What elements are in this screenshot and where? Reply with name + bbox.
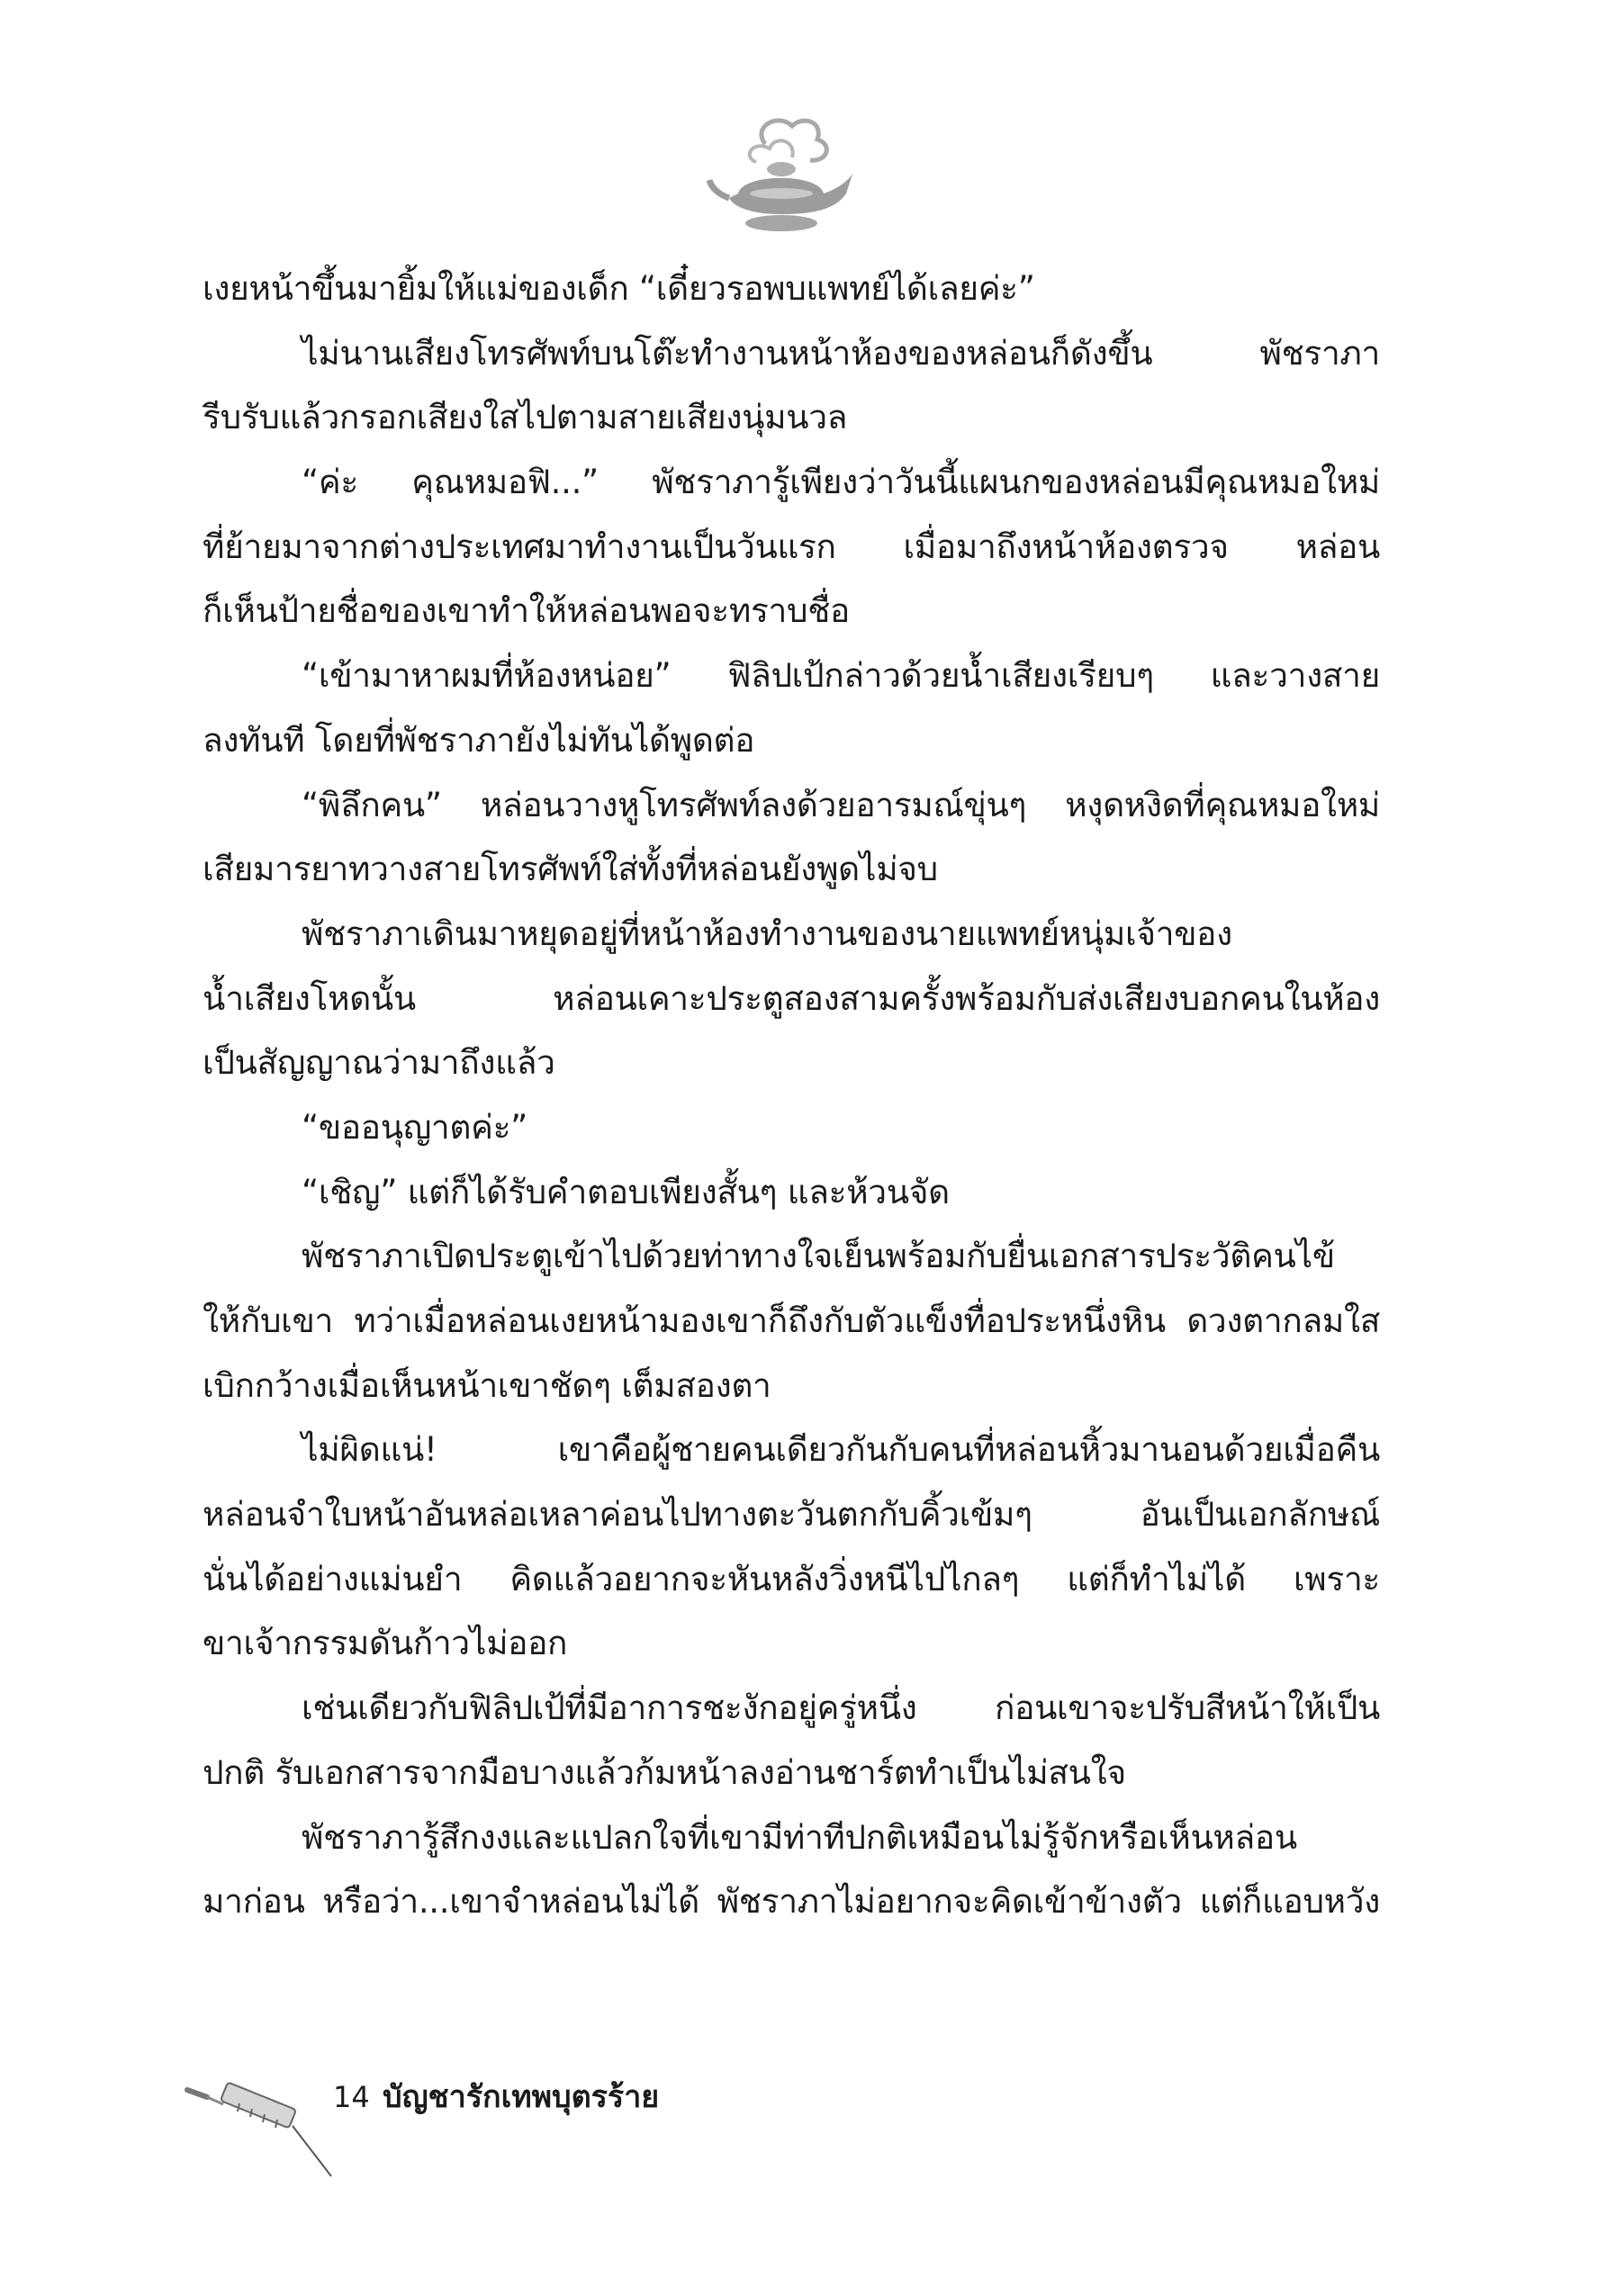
text-line: เงยหน้าขึ้นมายิ้มให้แม่ของเด็ก “เดี๋ยวรอพบแพทย์ได้เลยค่ะ” xyxy=(203,269,1035,308)
book-title: บัญชารักเทพบุตรร้าย xyxy=(383,2079,660,2115)
text-line: พัชราภาเปิดประตูเข้าไปด้วยท่าทางใจเย็นพร้อมกับยื่นเอกสารประวัติคนไข้ xyxy=(302,1237,1335,1276)
text-line: ที่ย้ายมาจากต่างประเทศมาทำงานเป็นวันแรก เมื่อมาถึงหน้าห้องตรวจ หล่อน xyxy=(203,527,1380,566)
text-line: เบิกกว้างเมื่อเห็นหน้าเขาชัดๆ เต็มสองตา xyxy=(203,1365,771,1405)
text-line: “เข้ามาหาผมที่ห้องหน่อย” ฟิลิปเป้กล่าวด้วยน้ำเสียงเรียบๆ และวางสาย xyxy=(302,656,1380,696)
text-line: “เชิญ” แต่ก็ได้รับคำตอบเพียงสั้นๆ และห้วนจัด xyxy=(302,1172,950,1211)
text-line: “พิลึกคน” หล่อนวางหูโทรศัพท์ลงด้วยอารมณ์ขุ่นๆ หงุดหงิดที่คุณหมอใหม่ xyxy=(302,785,1380,824)
syringe-icon xyxy=(180,2070,333,2187)
text-line: เป็นสัญญาณว่ามาถึงแล้ว xyxy=(203,1043,555,1083)
page-number: 14 xyxy=(333,2080,370,2114)
text-line: พัชราภาเดินมาหยุดอยู่ที่หน้าห้องทำงานของนายแพทย์หนุ่มเจ้าของ xyxy=(302,914,1232,953)
text-line: น้ำเสียงโหดนั้น หล่อนเคาะประตูสองสามครั้งพร้อมกับส่งเสียงบอกคนในห้อง xyxy=(203,978,1380,1018)
text-line: ไม่นานเสียงโทรศัพท์บนโต๊ะทำงานหน้าห้องของหล่อนก็ดังขึ้น พัชราภา xyxy=(302,333,1380,373)
text-line: “ขออนุญาตค่ะ” xyxy=(302,1107,528,1147)
text-line: ลงทันที โดยที่พัชราภายังไม่ทันได้พูดต่อ xyxy=(203,720,755,760)
text-line: เช่นเดียวกับฟิลิปเป้ที่มีอาการชะงักอยู่ครู่หนึ่ง ก่อนเขาจะปรับสีหน้าให้เป็น xyxy=(302,1688,1380,1728)
text-line: ไม่ผิดแน่! เขาคือผู้ชายคนเดียวกันกับคนที่หล่อนหิ้วมานอนด้วยเมื่อคืน xyxy=(302,1430,1380,1470)
text-line: ก็เห็นป้ายชื่อของเขาทำให้หล่อนพอจะทราบชื่อ xyxy=(203,591,850,631)
text-line: ปกติ รับเอกสารจากมือบางแล้วก้มหน้าลงอ่านชาร์ตทำเป็นไม่สนใจ xyxy=(203,1752,1126,1792)
text-line: นั่นได้อย่างแม่นยำ คิดแล้วอยากจะหันหลังวิ่งหนีไปไกลๆ แต่ก็ทำไม่ได้ เพราะ xyxy=(203,1559,1380,1598)
text-line: ให้กับเขา ทว่าเมื่อหล่อนเงยหน้ามองเขาก็ถึงกับตัวแข็งทื่อประหนึ่งหิน ดวงตากลมใส xyxy=(203,1301,1380,1340)
body-text xyxy=(203,257,1380,1934)
genie-lamp-icon xyxy=(702,108,855,243)
text-line: มาก่อน หรือว่า...เขาจำหล่อนไม่ได้ พัชราภาไม่อยากจะคิดเข้าข้างตัว แต่ก็แอบหวัง xyxy=(203,1882,1380,1922)
text-line: รีบรับแล้วกรอกเสียงใสไปตามสายเสียงนุ่มนวล xyxy=(203,398,848,437)
page-footer xyxy=(180,2070,810,2196)
text-line: หล่อนจำใบหน้าอันหล่อเหลาค่อนไปทางตะวันตกกับคิ้วเข้มๆ อันเป็นเอกลักษณ์ xyxy=(203,1495,1380,1535)
text-line: “ค่ะ คุณหมอฟิ...” พัชราภารู้เพียงว่าวันนี้แผนกของหล่อนมีคุณหมอใหม่ xyxy=(302,463,1380,502)
text-line: เสียมารยาทวางสายโทรศัพท์ใส่ทั้งที่หล่อนยังพูดไม่จบ xyxy=(203,850,938,889)
text-line: ขาเจ้ากรรมดันก้าวไม่ออก xyxy=(203,1624,568,1663)
text-line: พัชราภารู้สึกงงและแปลกใจที่เขามีท่าทีปกติเหมือนไม่รู้จักหรือเห็นหล่อน xyxy=(302,1817,1297,1857)
